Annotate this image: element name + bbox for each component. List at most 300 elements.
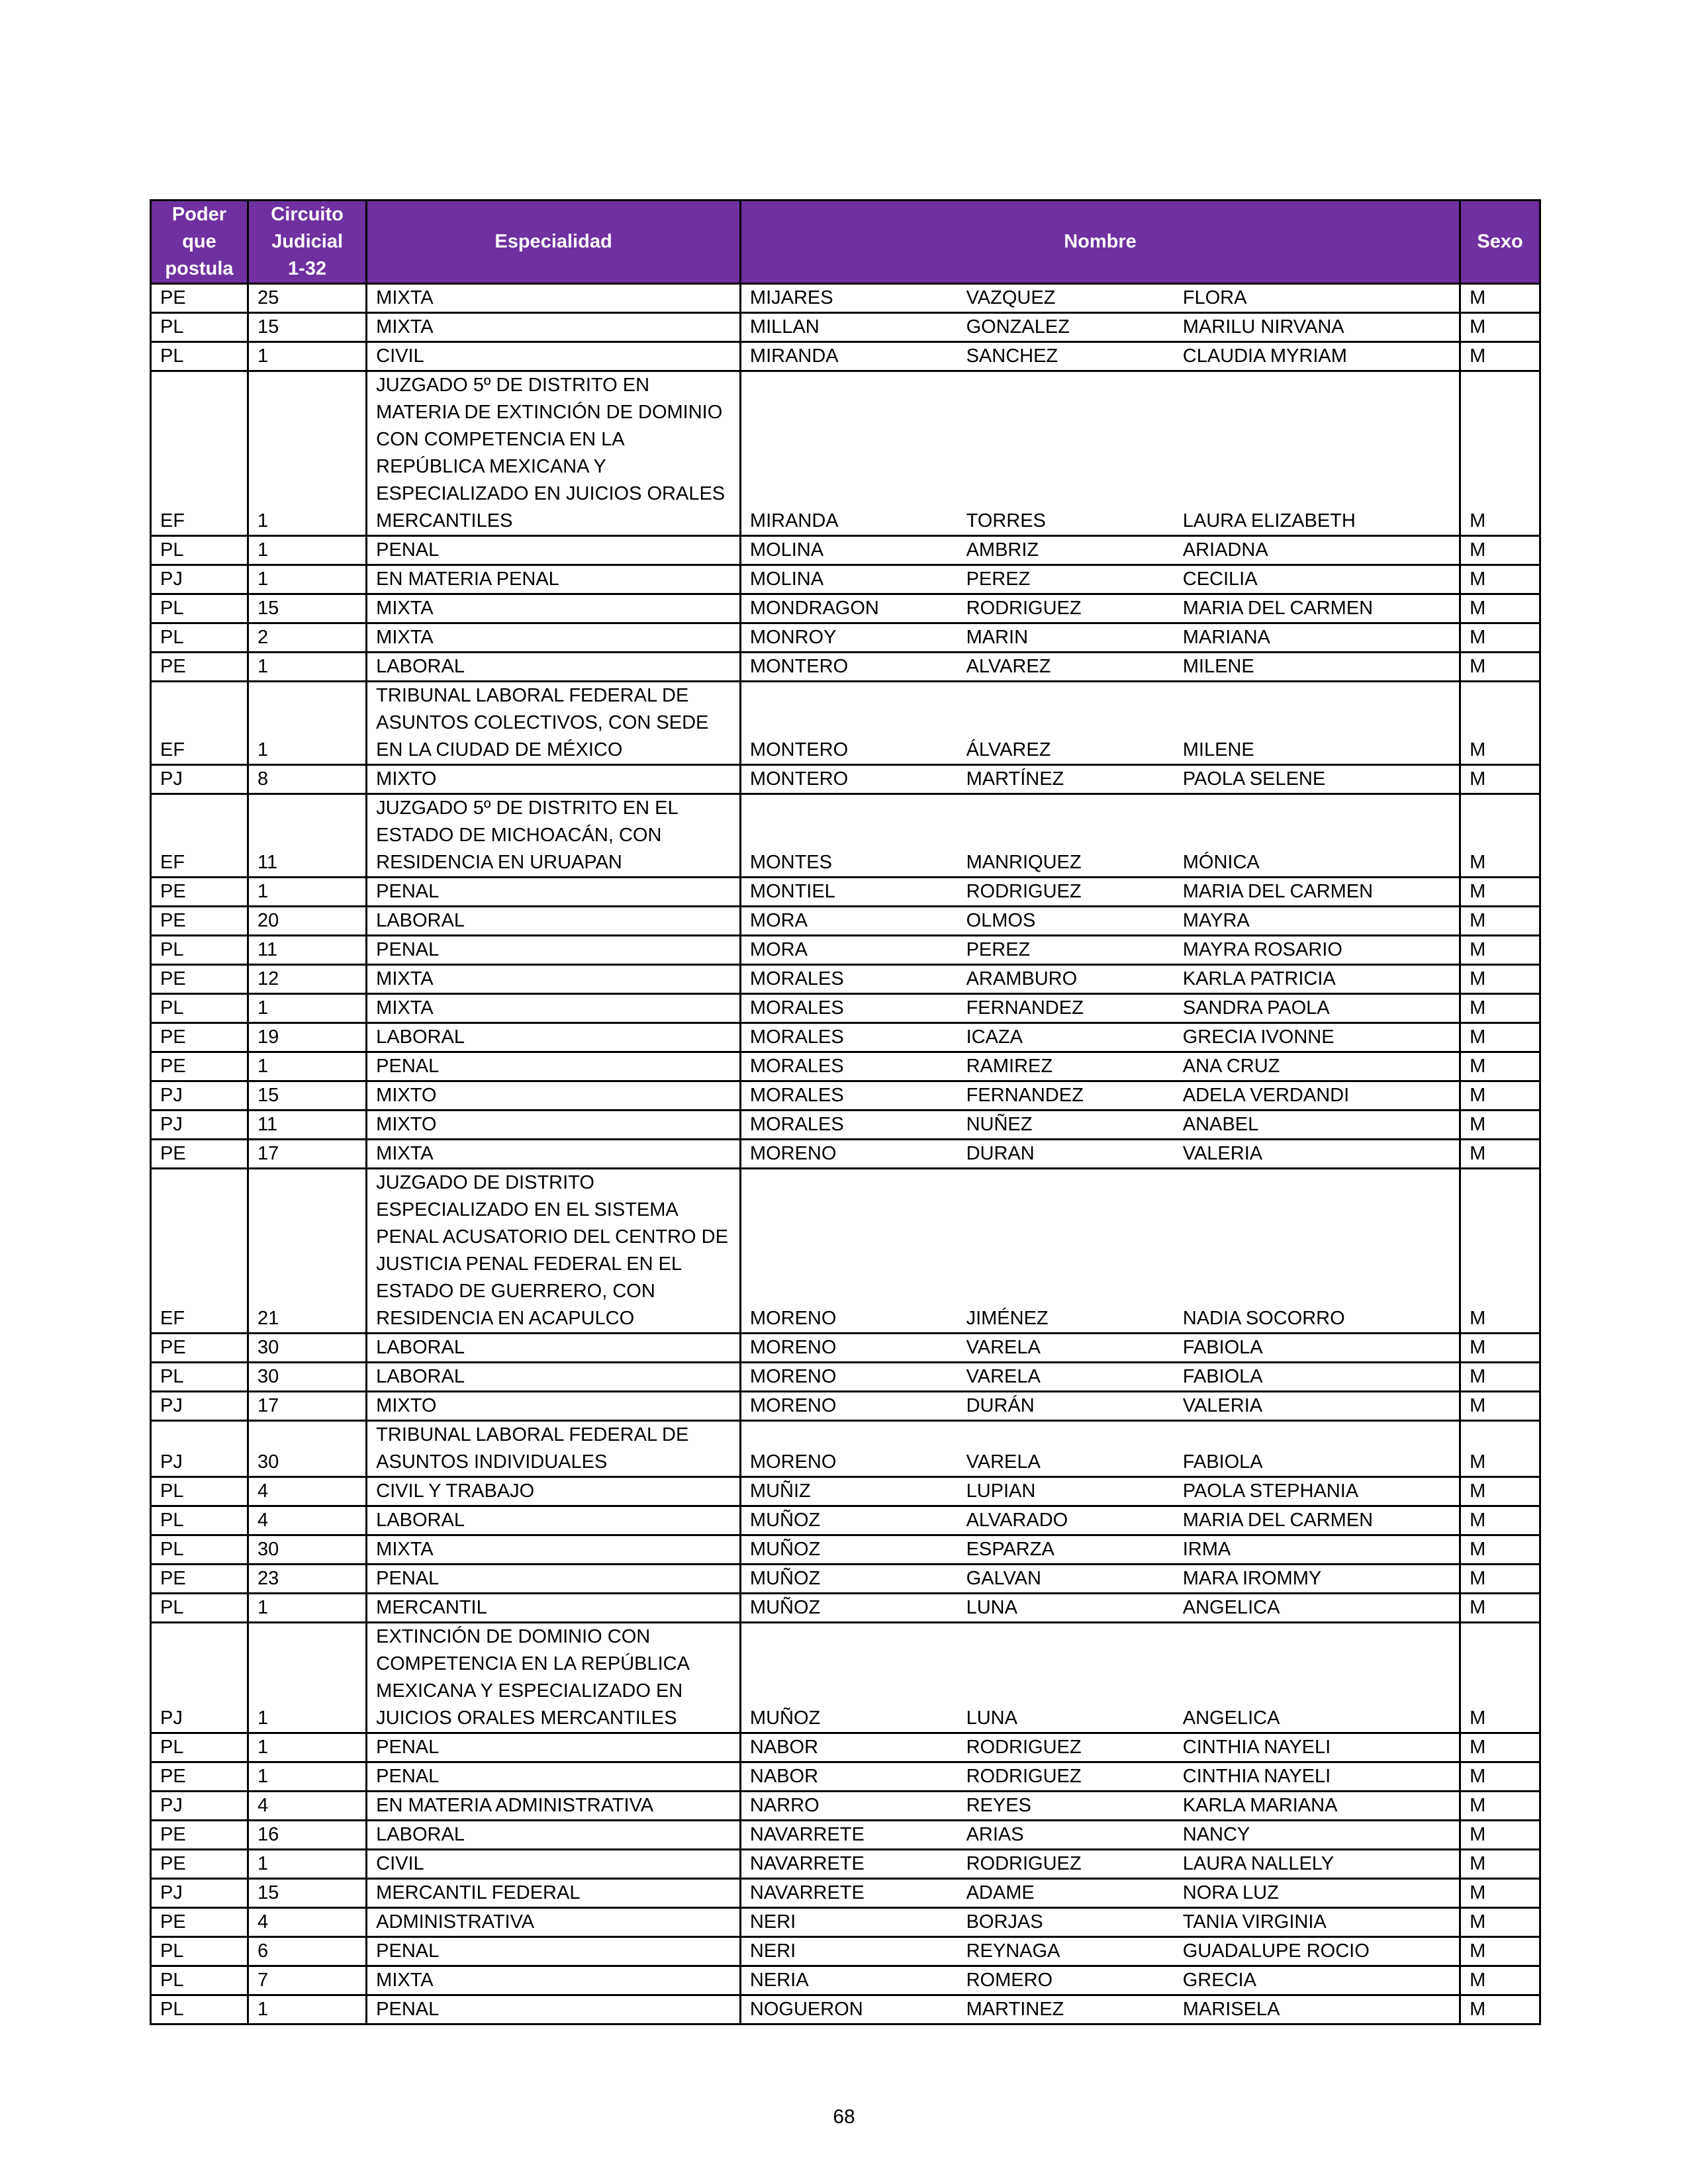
cell-poder: PE — [151, 878, 248, 907]
cell-nombre: ARIADNA — [1174, 536, 1460, 565]
cell-apellido-materno: OLMOS — [958, 907, 1174, 936]
table-row — [151, 1937, 1540, 1966]
especialidad-line: EN MATERIA ADMINISTRATIVA — [376, 1795, 654, 1816]
cell-apellido-paterno: MORA — [740, 936, 957, 965]
cell-circuito: 6 — [248, 1937, 366, 1966]
cell-apellido-materno: RODRIGUEZ — [958, 1733, 1174, 1762]
cell-especialidad — [367, 594, 741, 623]
cell-apellido-materno: ROMERO — [958, 1966, 1174, 1995]
cell-circuito: 1 — [248, 342, 366, 371]
page-number: 68 — [833, 2106, 855, 2128]
cell-especialidad — [367, 1937, 741, 1966]
cell-apellido-paterno: MUÑOZ — [740, 1535, 957, 1565]
cell-nombre: KARLA MARIANA — [1174, 1792, 1460, 1821]
cell-poder: PL — [151, 536, 248, 565]
cell-circuito: 30 — [248, 1334, 366, 1363]
cell-circuito: 2 — [248, 623, 366, 653]
cell-apellido-paterno: MONROY — [740, 623, 957, 653]
cell-especialidad — [367, 1762, 741, 1792]
especialidad-line: LABORAL — [376, 1824, 465, 1845]
cell-nombre: GRECIA IVONNE — [1174, 1023, 1460, 1052]
cell-especialidad — [367, 1081, 741, 1111]
especialidad-line: PENAL — [376, 939, 440, 960]
cell-nombre: ANGELICA — [1174, 1594, 1460, 1623]
especialidad-line: JUZGADO DE DISTRITO — [376, 1172, 594, 1193]
cell-nombre: FLORA — [1174, 284, 1460, 313]
cell-poder: PL — [151, 623, 248, 653]
cell-apellido-paterno: MORALES — [740, 1081, 957, 1111]
especialidad-line: MIXTA — [376, 1143, 434, 1164]
cell-especialidad — [367, 1565, 741, 1594]
cell-especialidad — [367, 1908, 741, 1937]
table-row — [151, 536, 1540, 565]
table-row — [151, 1792, 1540, 1821]
cell-circuito: 1 — [248, 1762, 366, 1792]
cell-apellido-paterno: NOGUERON — [740, 1995, 957, 2025]
cell-poder: PJ — [151, 1081, 248, 1111]
cell-sexo: M — [1460, 1762, 1540, 1792]
cell-especialidad — [367, 1169, 741, 1334]
cell-apellido-paterno: MORALES — [740, 1023, 957, 1052]
cell-circuito: 16 — [248, 1821, 366, 1850]
especialidad-line: PENAL — [376, 1940, 440, 1962]
cell-apellido-materno: MARTÍNEZ — [958, 765, 1174, 794]
cell-sexo: M — [1460, 1023, 1540, 1052]
cell-apellido-materno: MARTINEZ — [958, 1995, 1174, 2025]
cell-sexo: M — [1460, 1594, 1540, 1623]
cell-poder: PL — [151, 594, 248, 623]
cell-apellido-paterno: NERI — [740, 1937, 957, 1966]
cell-apellido-materno: ARIAS — [958, 1821, 1174, 1850]
cell-nombre: MARIANA — [1174, 623, 1460, 653]
cell-sexo: M — [1460, 1879, 1540, 1908]
cell-apellido-materno: JIMÉNEZ — [958, 1169, 1174, 1334]
cell-sexo: M — [1460, 653, 1540, 682]
cell-poder: PE — [151, 1762, 248, 1792]
cell-apellido-paterno: MORENO — [740, 1363, 957, 1392]
cell-poder: PE — [151, 1565, 248, 1594]
cell-circuito: 1 — [248, 1995, 366, 2025]
table-row — [151, 1023, 1540, 1052]
especialidad-line: LABORAL — [376, 1510, 465, 1531]
cell-sexo: M — [1460, 1792, 1540, 1821]
cell-apellido-materno: SANCHEZ — [958, 342, 1174, 371]
table-row — [151, 1052, 1540, 1081]
cell-nombre: CECILIA — [1174, 565, 1460, 594]
cell-apellido-materno: ÁLVAREZ — [958, 682, 1174, 765]
cell-apellido-paterno: MONTIEL — [740, 878, 957, 907]
cell-apellido-materno: BORJAS — [958, 1908, 1174, 1937]
cell-especialidad — [367, 1594, 741, 1623]
especialidad-line: JUZGADO 5º DE DISTRITO EN EL — [376, 797, 679, 819]
cell-apellido-paterno: MUÑOZ — [740, 1594, 957, 1623]
cell-apellido-materno: TORRES — [958, 371, 1174, 536]
cell-especialidad — [367, 371, 741, 536]
cell-apellido-materno: ADAME — [958, 1879, 1174, 1908]
especialidad-line: MIXTO — [376, 1085, 437, 1106]
cell-apellido-materno: FERNANDEZ — [958, 1081, 1174, 1111]
cell-especialidad — [367, 1821, 741, 1850]
cell-circuito: 1 — [248, 1594, 366, 1623]
header-circuito-line: Circuito — [271, 204, 344, 225]
cell-nombre: FABIOLA — [1174, 1334, 1460, 1363]
table-row — [151, 1392, 1540, 1421]
cell-nombre: MARIA DEL CARMEN — [1174, 1506, 1460, 1535]
cell-circuito: 20 — [248, 907, 366, 936]
cell-circuito: 25 — [248, 284, 366, 313]
cell-nombre: MILENE — [1174, 682, 1460, 765]
cell-especialidad — [367, 765, 741, 794]
cell-apellido-materno: DURÁN — [958, 1392, 1174, 1421]
cell-nombre: ANA CRUZ — [1174, 1052, 1460, 1081]
cell-apellido-paterno: NABOR — [740, 1762, 957, 1792]
especialidad-line: PENAL — [376, 539, 440, 561]
table-row — [151, 371, 1540, 536]
table-row — [151, 284, 1540, 313]
cell-nombre: GUADALUPE ROCIO — [1174, 1937, 1460, 1966]
cell-circuito: 17 — [248, 1140, 366, 1169]
table-row — [151, 1762, 1540, 1792]
cell-circuito: 11 — [248, 936, 366, 965]
cell-poder: PE — [151, 1821, 248, 1850]
cell-poder: PJ — [151, 1392, 248, 1421]
cell-especialidad — [367, 1623, 741, 1733]
cell-circuito: 1 — [248, 1623, 366, 1733]
cell-apellido-materno: VAZQUEZ — [958, 284, 1174, 313]
cell-apellido-paterno: MONTERO — [740, 653, 957, 682]
cell-sexo: M — [1460, 1363, 1540, 1392]
cell-sexo: M — [1460, 1623, 1540, 1733]
cell-poder: PL — [151, 1966, 248, 1995]
header-circuito-line: Judicial — [271, 231, 344, 252]
cell-apellido-materno: RAMIREZ — [958, 1052, 1174, 1081]
cell-apellido-materno: PEREZ — [958, 565, 1174, 594]
header-poder-line: postula — [165, 258, 234, 279]
cell-especialidad — [367, 1363, 741, 1392]
cell-poder: PL — [151, 1733, 248, 1762]
cell-circuito: 1 — [248, 682, 366, 765]
cell-apellido-materno: DURAN — [958, 1140, 1174, 1169]
cell-apellido-materno: MARIN — [958, 623, 1174, 653]
cell-sexo: M — [1460, 1937, 1540, 1966]
cell-poder: PL — [151, 994, 248, 1023]
cell-especialidad — [367, 565, 741, 594]
especialidad-line: MERCANTIL FEDERAL — [376, 1882, 581, 1903]
cell-nombre: MARA IROMMY — [1174, 1565, 1460, 1594]
cell-circuito: 15 — [248, 1879, 366, 1908]
cell-circuito: 11 — [248, 794, 366, 878]
especialidad-line: MIXTA — [376, 316, 434, 338]
cell-apellido-paterno: MIJARES — [740, 284, 957, 313]
cell-apellido-materno: ALVAREZ — [958, 653, 1174, 682]
table-row — [151, 594, 1540, 623]
cell-apellido-paterno: MORALES — [740, 1052, 957, 1081]
cell-especialidad — [367, 878, 741, 907]
cell-apellido-materno: FERNANDEZ — [958, 994, 1174, 1023]
especialidad-line: MIXTA — [376, 598, 434, 619]
cell-circuito: 15 — [248, 1081, 366, 1111]
especialidad-line: CIVIL — [376, 345, 424, 367]
cell-nombre: FABIOLA — [1174, 1421, 1460, 1477]
cell-nombre: MARISELA — [1174, 1995, 1460, 2025]
cell-poder: EF — [151, 682, 248, 765]
cell-circuito: 30 — [248, 1363, 366, 1392]
cell-sexo: M — [1460, 1169, 1540, 1334]
cell-especialidad — [367, 623, 741, 653]
cell-nombre: PAOLA STEPHANIA — [1174, 1477, 1460, 1506]
cell-nombre: MAYRA ROSARIO — [1174, 936, 1460, 965]
cell-nombre: ADELA VERDANDI — [1174, 1081, 1460, 1111]
cell-especialidad — [367, 1792, 741, 1821]
table-row — [151, 1535, 1540, 1565]
cell-especialidad — [367, 994, 741, 1023]
header-especialidad: Especialidad — [367, 201, 741, 284]
especialidad-line: PENAL — [376, 1766, 440, 1787]
cell-apellido-paterno: MORENO — [740, 1334, 957, 1363]
cell-sexo: M — [1460, 1081, 1540, 1111]
cell-especialidad — [367, 1392, 741, 1421]
cell-poder: PL — [151, 1477, 248, 1506]
cell-poder: PL — [151, 342, 248, 371]
cell-sexo: M — [1460, 1111, 1540, 1140]
cell-sexo: M — [1460, 1966, 1540, 1995]
table-row — [151, 1908, 1540, 1937]
table-row — [151, 565, 1540, 594]
cell-sexo: M — [1460, 878, 1540, 907]
cell-poder: PL — [151, 1937, 248, 1966]
cell-apellido-paterno: MORENO — [740, 1392, 957, 1421]
cell-sexo: M — [1460, 936, 1540, 965]
cell-circuito: 8 — [248, 765, 366, 794]
cell-apellido-materno: REYNAGA — [958, 1937, 1174, 1966]
especialidad-line: MIXTA — [376, 1970, 434, 1991]
cell-poder: EF — [151, 1169, 248, 1334]
cell-sexo: M — [1460, 1821, 1540, 1850]
cell-apellido-paterno: NAVARRETE — [740, 1850, 957, 1879]
cell-sexo: M — [1460, 1052, 1540, 1081]
cell-poder: PJ — [151, 1623, 248, 1733]
cell-circuito: 1 — [248, 653, 366, 682]
header-poder — [151, 201, 248, 284]
cell-sexo: M — [1460, 965, 1540, 994]
cell-sexo: M — [1460, 907, 1540, 936]
header-poder-line: que — [182, 231, 216, 252]
cell-poder: EF — [151, 371, 248, 536]
especialidad-line: LABORAL — [376, 656, 465, 677]
cell-apellido-materno: LUNA — [958, 1594, 1174, 1623]
cell-sexo: M — [1460, 1506, 1540, 1535]
cell-apellido-paterno: MORALES — [740, 1111, 957, 1140]
especialidad-line: MIXTA — [376, 997, 434, 1019]
especialidad-line: COMPETENCIA EN LA REPÚBLICA — [376, 1653, 690, 1674]
especialidad-line: MERCANTIL — [376, 1597, 487, 1618]
cell-circuito: 1 — [248, 371, 366, 536]
cell-apellido-paterno: NERI — [740, 1908, 957, 1937]
table-row — [151, 1821, 1540, 1850]
cell-sexo: M — [1460, 1535, 1540, 1565]
cell-sexo: M — [1460, 994, 1540, 1023]
cell-apellido-materno: AMBRIZ — [958, 536, 1174, 565]
especialidad-line: ASUNTOS INDIVIDUALES — [376, 1451, 608, 1473]
table-row — [151, 1506, 1540, 1535]
cell-apellido-paterno: MIRANDA — [740, 371, 957, 536]
cell-poder: PJ — [151, 765, 248, 794]
cell-apellido-materno: NUÑEZ — [958, 1111, 1174, 1140]
cell-especialidad — [367, 1140, 741, 1169]
cell-apellido-paterno: MUÑOZ — [740, 1506, 957, 1535]
cell-nombre: MILENE — [1174, 653, 1460, 682]
especialidad-line: ASUNTOS COLECTIVOS, CON SEDE — [376, 712, 709, 733]
cell-apellido-paterno: NARRO — [740, 1792, 957, 1821]
table-row — [151, 907, 1540, 936]
especialidad-line: CIVIL Y TRABAJO — [376, 1480, 535, 1502]
table-row — [151, 1966, 1540, 1995]
cell-nombre: CINTHIA NAYELI — [1174, 1733, 1460, 1762]
cell-nombre: MÓNICA — [1174, 794, 1460, 878]
especialidad-line: ESPECIALIZADO EN JUICIOS ORALES — [376, 483, 726, 504]
cell-circuito: 7 — [248, 1966, 366, 1995]
cell-apellido-materno: VARELA — [958, 1334, 1174, 1363]
table-row — [151, 1421, 1540, 1477]
table-row — [151, 1334, 1540, 1363]
cell-apellido-paterno: MORALES — [740, 965, 957, 994]
cell-nombre: PAOLA SELENE — [1174, 765, 1460, 794]
header-nombre: Nombre — [740, 201, 1460, 284]
cell-sexo: M — [1460, 623, 1540, 653]
cell-nombre: ANGELICA — [1174, 1623, 1460, 1733]
cell-sexo: M — [1460, 1392, 1540, 1421]
cell-apellido-paterno: MIRANDA — [740, 342, 957, 371]
table-row — [151, 1169, 1540, 1334]
cell-circuito: 4 — [248, 1506, 366, 1535]
especialidad-line: PENAL — [376, 1568, 440, 1589]
cell-apellido-paterno: MUÑOZ — [740, 1565, 957, 1594]
table-row — [151, 1733, 1540, 1762]
cell-apellido-materno: VARELA — [958, 1363, 1174, 1392]
table-row — [151, 1565, 1540, 1594]
cell-apellido-paterno: MONTERO — [740, 682, 957, 765]
table-row — [151, 1477, 1540, 1506]
table-row — [151, 682, 1540, 765]
table-row — [151, 936, 1540, 965]
cell-poder: PE — [151, 1908, 248, 1937]
cell-apellido-paterno: NAVARRETE — [740, 1879, 957, 1908]
cell-nombre: NANCY — [1174, 1821, 1460, 1850]
cell-apellido-materno: RODRIGUEZ — [958, 1850, 1174, 1879]
table-row — [151, 653, 1540, 682]
table-row — [151, 1594, 1540, 1623]
cell-apellido-paterno: MONDRAGON — [740, 594, 957, 623]
cell-especialidad — [367, 1850, 741, 1879]
cell-nombre: NORA LUZ — [1174, 1879, 1460, 1908]
cell-especialidad — [367, 1733, 741, 1762]
cell-poder: PE — [151, 1334, 248, 1363]
table-row — [151, 623, 1540, 653]
cell-sexo: M — [1460, 371, 1540, 536]
cell-apellido-materno: ICAZA — [958, 1023, 1174, 1052]
cell-circuito: 12 — [248, 965, 366, 994]
cell-especialidad — [367, 1111, 741, 1140]
cell-poder: EF — [151, 794, 248, 878]
cell-nombre: NADIA SOCORRO — [1174, 1169, 1460, 1334]
cell-poder: PL — [151, 1363, 248, 1392]
cell-circuito: 1 — [248, 1850, 366, 1879]
cell-especialidad — [367, 1421, 741, 1477]
especialidad-line: CIVIL — [376, 1853, 424, 1874]
cell-poder: PJ — [151, 1111, 248, 1140]
cell-especialidad — [367, 536, 741, 565]
cell-especialidad — [367, 936, 741, 965]
cell-especialidad — [367, 1879, 741, 1908]
candidates-table — [150, 199, 1541, 2025]
cell-especialidad — [367, 1535, 741, 1565]
cell-nombre: CLAUDIA MYRIAM — [1174, 342, 1460, 371]
table-header — [151, 201, 1540, 284]
especialidad-line: RESIDENCIA EN ACAPULCO — [376, 1308, 635, 1329]
cell-circuito: 1 — [248, 994, 366, 1023]
table-row — [151, 878, 1540, 907]
cell-poder: PE — [151, 284, 248, 313]
cell-sexo: M — [1460, 1733, 1540, 1762]
cell-apellido-paterno: MUÑOZ — [740, 1623, 957, 1733]
table-row — [151, 1081, 1540, 1111]
table-row — [151, 1363, 1540, 1392]
cell-sexo: M — [1460, 1334, 1540, 1363]
cell-especialidad — [367, 1506, 741, 1535]
especialidad-line: EN MATERIA PENAL — [376, 569, 559, 590]
table-row — [151, 1140, 1540, 1169]
cell-sexo: M — [1460, 284, 1540, 313]
cell-poder: PE — [151, 1052, 248, 1081]
especialidad-line: PENAL — [376, 881, 440, 902]
cell-apellido-materno: LUPIAN — [958, 1477, 1174, 1506]
especialidad-line: PENAL — [376, 1737, 440, 1758]
cell-apellido-paterno: MONTES — [740, 794, 957, 878]
table-row — [151, 1623, 1540, 1733]
header-circuito — [248, 201, 366, 284]
table-row — [151, 1995, 1540, 2025]
cell-apellido-materno: REYES — [958, 1792, 1174, 1821]
cell-especialidad — [367, 1477, 741, 1506]
cell-circuito: 30 — [248, 1421, 366, 1477]
cell-especialidad — [367, 1023, 741, 1052]
cell-apellido-materno: ARAMBURO — [958, 965, 1174, 994]
cell-apellido-materno: RODRIGUEZ — [958, 878, 1174, 907]
especialidad-line: MIXTO — [376, 768, 437, 790]
cell-circuito: 17 — [248, 1392, 366, 1421]
cell-sexo: M — [1460, 1565, 1540, 1594]
cell-poder: PL — [151, 313, 248, 342]
cell-poder: PL — [151, 1535, 248, 1565]
cell-poder: PJ — [151, 1792, 248, 1821]
cell-circuito: 23 — [248, 1565, 366, 1594]
cell-circuito: 1 — [248, 565, 366, 594]
especialidad-line: LABORAL — [376, 1026, 465, 1048]
especialidad-line: TRIBUNAL LABORAL FEDERAL DE — [376, 685, 689, 706]
cell-apellido-paterno: NAVARRETE — [740, 1821, 957, 1850]
table-row — [151, 1879, 1540, 1908]
cell-poder: PJ — [151, 565, 248, 594]
cell-apellido-paterno: MORENO — [740, 1169, 957, 1334]
especialidad-line: TRIBUNAL LABORAL FEDERAL DE — [376, 1424, 689, 1445]
cell-poder: PL — [151, 1506, 248, 1535]
cell-nombre: TANIA VIRGINIA — [1174, 1908, 1460, 1937]
cell-nombre: MARIA DEL CARMEN — [1174, 594, 1460, 623]
cell-circuito: 30 — [248, 1535, 366, 1565]
cell-circuito: 1 — [248, 878, 366, 907]
cell-apellido-materno: ESPARZA — [958, 1535, 1174, 1565]
cell-nombre: LAURA NALLELY — [1174, 1850, 1460, 1879]
